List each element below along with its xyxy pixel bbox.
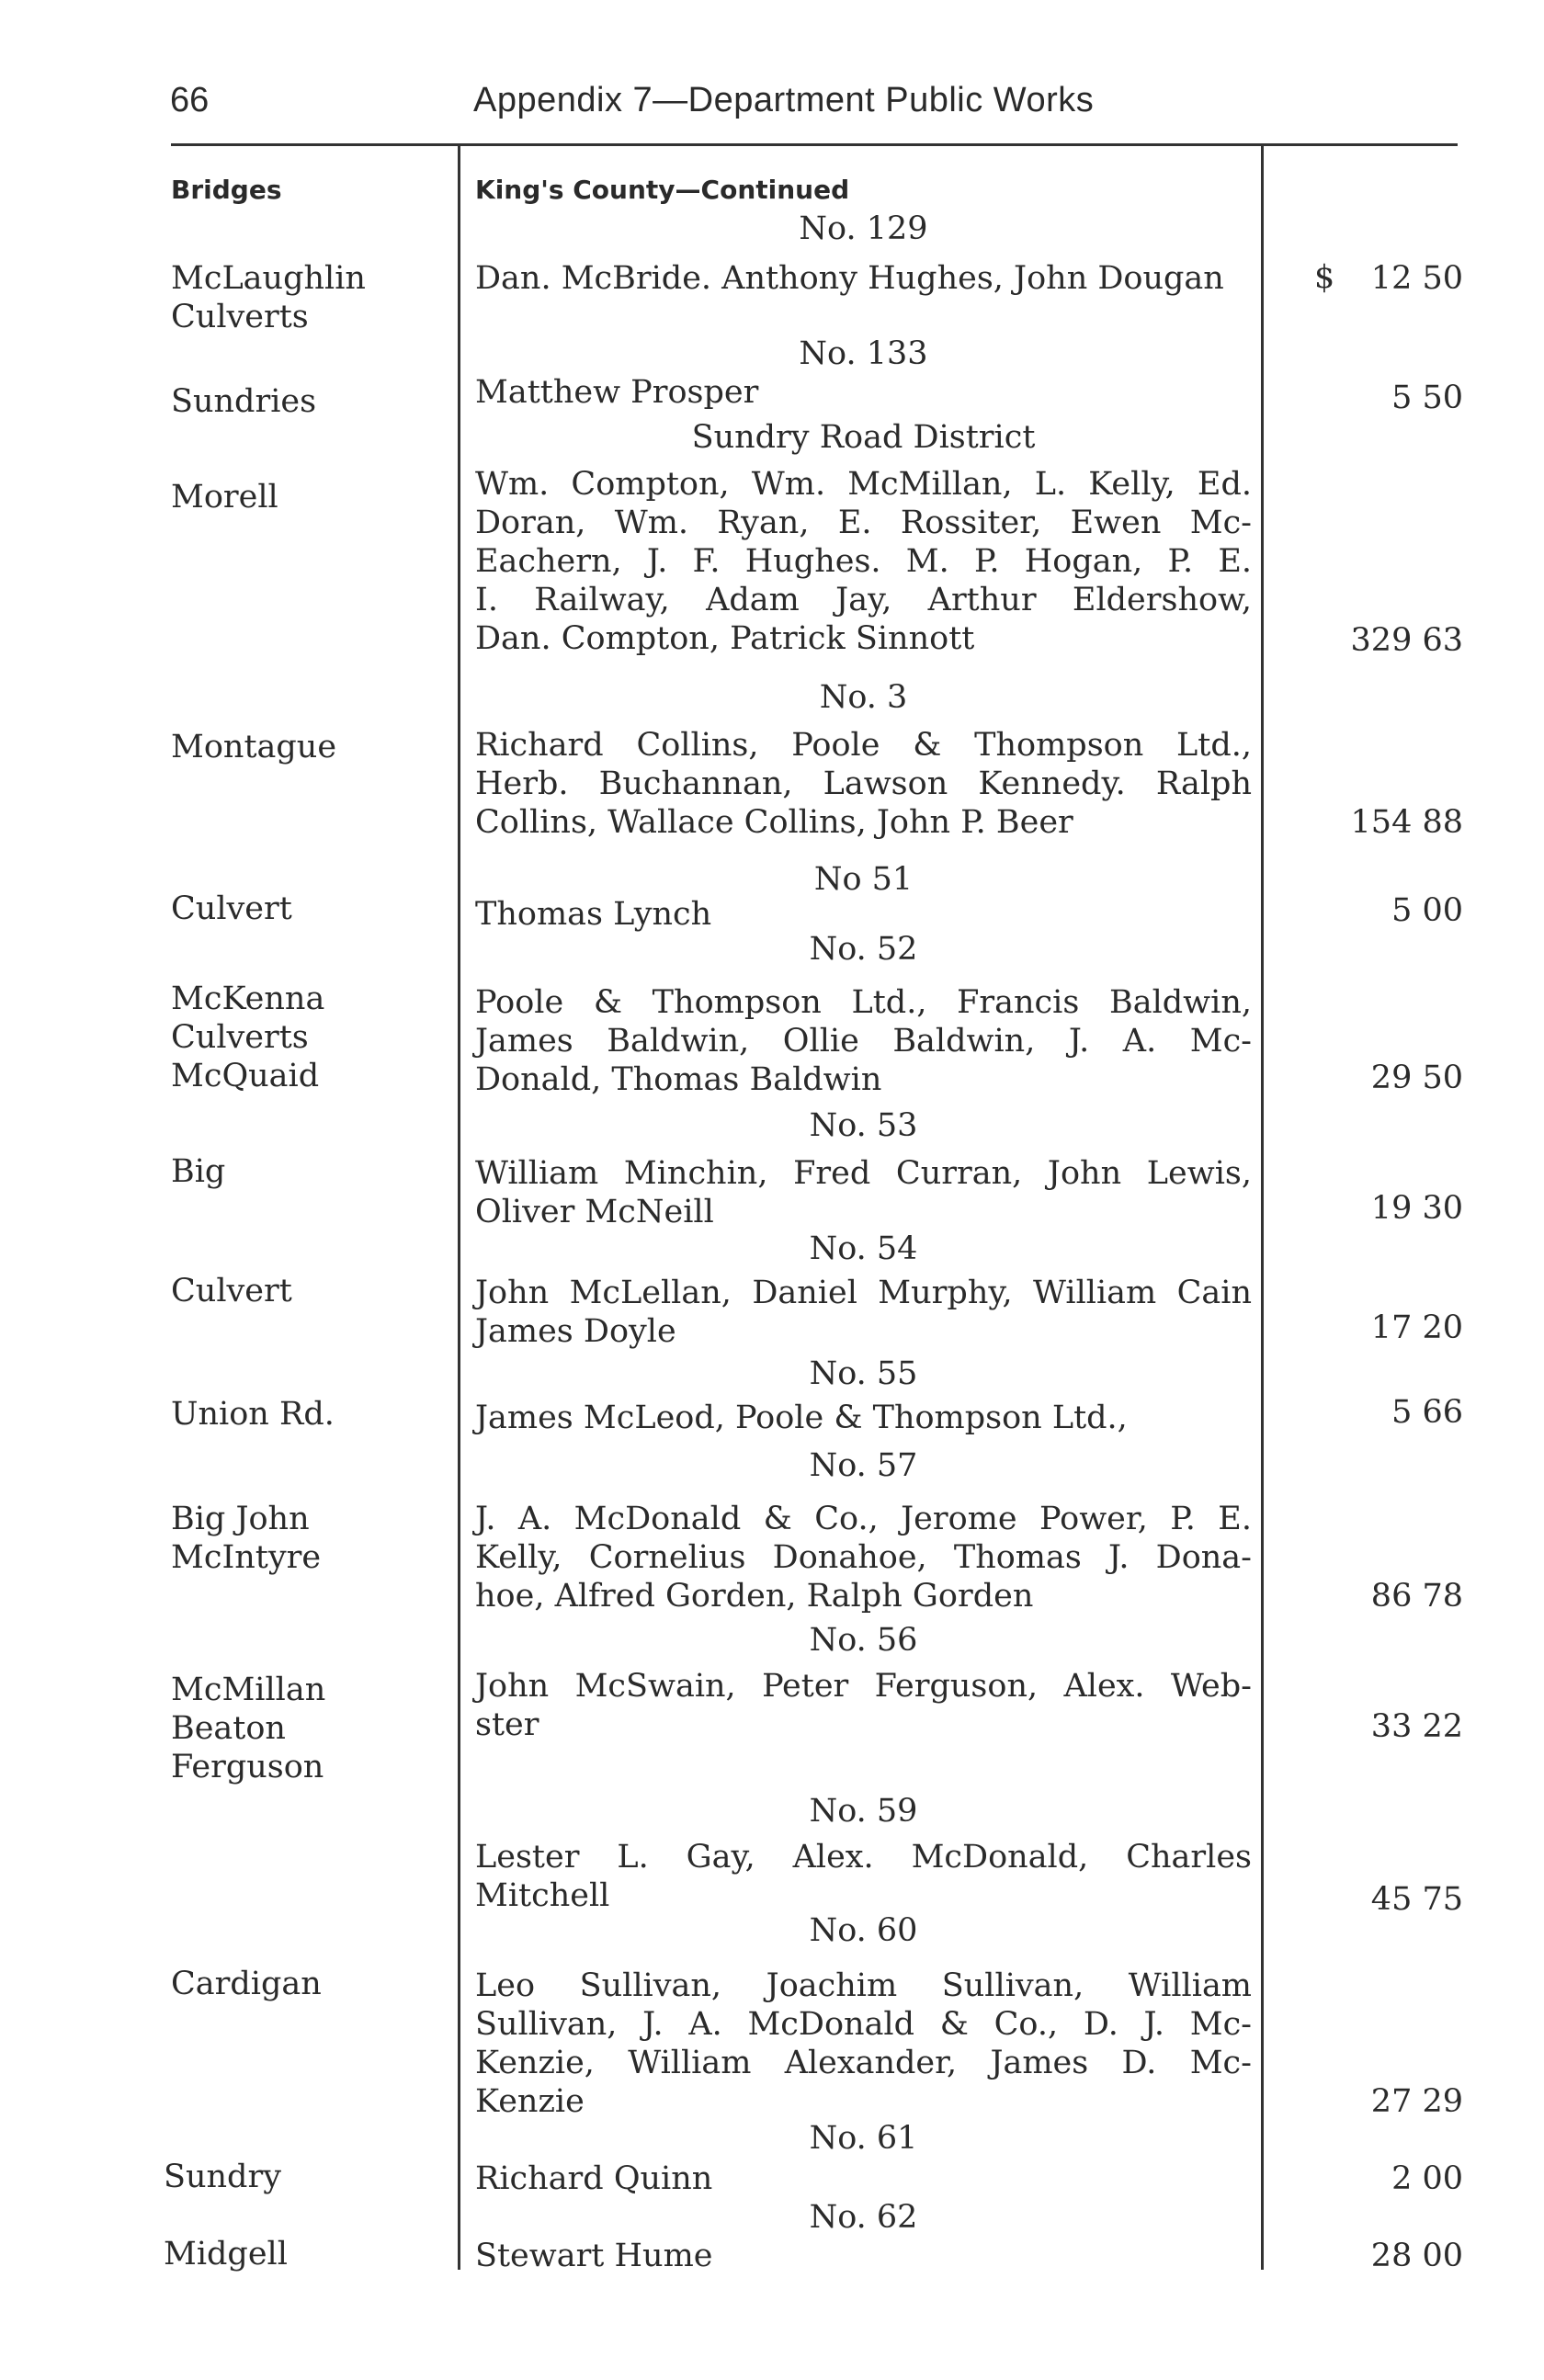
section-number: No. 56 [809,1622,918,1659]
payee-list: James McLeod, Poole & Thompson Ltd., [475,1400,1128,1436]
payee-list: John McSwain, Peter Ferguson, Alex. Web- ster [475,1668,1252,1743]
column-heading-bridges: Bridges [171,175,282,205]
payee-list: Stewart Hume [475,2238,713,2274]
amount: 27 29 [1370,2083,1463,2120]
section-number: No. 133 [799,335,928,372]
payee-list: Thomas Lynch [475,896,712,933]
amount: 28 00 [1370,2238,1463,2274]
amount: 5 66 [1391,1394,1463,1431]
header-rule [171,143,1458,146]
section-number: No. 53 [809,1107,918,1144]
bridge-label: Culvert [171,890,292,927]
amount: 12 50 [1370,260,1463,297]
page-title: Appendix 7—Department Public Works [473,81,1095,119]
bridge-label: Sundry [164,2159,281,2195]
payee-list: Dan. McBride. Anthony Hughes, John Dougan [475,260,1224,297]
payee-list: Richard Collins, Poole & Thompson Ltd., Herb. Buchannan, Lawson Kennedy. Ralph Collins, Wallace Collins, John P. Beer [475,727,1252,841]
amount: 19 30 [1370,1190,1463,1227]
section-number: No. 60 [809,1912,918,1949]
dollar-sign: $ [1314,259,1335,296]
section-number: No. 62 [809,2199,918,2236]
amount: 329 63 [1350,622,1463,659]
amount: 5 00 [1391,892,1463,929]
bridge-label: McLaughlin Culverts [171,260,366,335]
section-number: No. 3 [819,679,908,716]
payee-list: William Minchin, Fred Curran, John Lewis, Oliver McNeill [475,1155,1252,1230]
payee-list: Matthew Prosper [475,374,759,411]
amount: 45 75 [1370,1881,1463,1918]
payee-list: Richard Quinn [475,2160,713,2197]
bridge-label: Culvert [171,1273,292,1309]
bridge-label: Morell [171,479,278,516]
section-number: No. 61 [809,2120,918,2157]
payee-list: Wm. Compton, Wm. McMillan, L. Kelly, Ed. Doran, Wm. Ryan, E. Rossiter, Ewen Mc- Eachern, J. F. Hughes. M. P. Hogan, P. E. I. Railway, Adam Jay, Arthur Eldershow, Dan. Compton, Patrick Sinnott [475,466,1252,657]
payee-list: Poole & Thompson Ltd., Francis Baldwin, James Baldwin, Ollie Baldwin, J. A. Mc- Donald, Thomas Baldwin [475,984,1252,1098]
section-number: No 51 [813,861,914,898]
column-heading-county: King's County—Continued [475,175,850,205]
amount: 17 20 [1370,1309,1463,1346]
payee-list: John McLellan, Daniel Murphy, William Cain James Doyle [475,1275,1252,1350]
bridge-label: Big [171,1153,226,1190]
section-number: No. 57 [809,1447,918,1484]
bridge-label: McMillan Beaton Ferguson [171,1672,326,1785]
section-number: No. 52 [809,931,918,968]
bridge-label: Montague [171,729,337,765]
bridge-label: Cardigan [171,1966,322,2002]
section-number: No. 129 [799,210,928,247]
amount: 5 50 [1391,380,1463,416]
bridge-label: Midgell [164,2236,288,2272]
bridge-label: Sundries [171,383,317,420]
payee-list: J. A. McDonald & Co., Jerome Power, P. E. Kelly, Cornelius Donahoe, Thomas J. Dona- hoe, Alfred Gorden, Ralph Gorden [475,1501,1252,1615]
section-number: No. 54 [809,1230,918,1267]
amount: 29 50 [1370,1060,1463,1096]
page-number: 66 [170,81,210,119]
payee-list: Lester L. Gay, Alex. McDonald, Charles Mitchell [475,1839,1252,1914]
section-number: No. 59 [809,1793,918,1830]
bridge-label: Union Rd. [171,1396,335,1433]
payee-list: Leo Sullivan, Joachim Sullivan, William Sullivan, J. A. McDonald & Co., D. J. Mc- Kenzie, William Alexander, James D. Mc- Kenzie [475,1967,1252,2120]
bridge-label: Big John McIntyre [171,1501,322,1576]
page-header [0,72,1544,127]
column-divider-left [458,145,460,2270]
amount: 86 78 [1370,1578,1463,1615]
section-number: No. 55 [809,1355,918,1392]
amount: 33 22 [1370,1708,1463,1745]
amount: 154 88 [1350,804,1463,841]
section-number: Sundry Road District [691,419,1036,456]
bridge-label: McKenna Culverts McQuaid [171,980,325,1094]
column-divider-right [1261,145,1264,2270]
amount: 2 00 [1391,2160,1463,2197]
